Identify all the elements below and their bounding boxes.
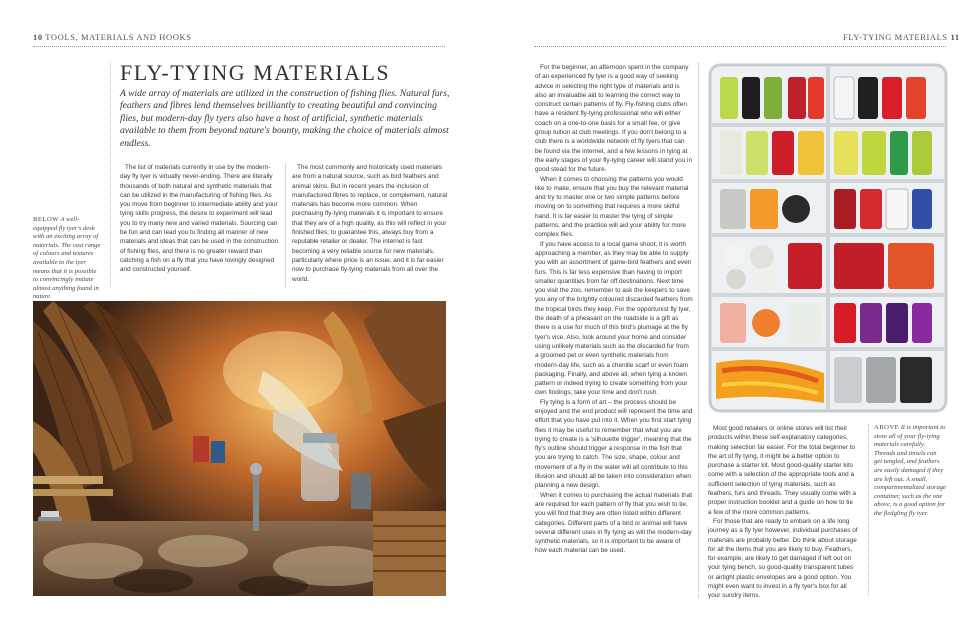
paragraph: When it comes to choosing the patterns you would like to make, ensure that you buy the relevant material and try to master one or two simple patterns before moving on to something that requires a more skilful hand. It is far easier to master the tying of simple patterns, and the practice will aid your ability for more complex flies. <box>535 175 689 239</box>
photo-caption-above <box>874 424 946 519</box>
paragraph: The list of materials currently in use by the modern-day fly tyer is virtually never-ending. There are literally thousands of both natural and synthetic materials that can be utilized in the manufacturing of fishing flies. As you move from beginner to intermediate ability and your tying skills progress, the desire to experiment will lead you to try many new and varied materials. Sourcing can be fun and can lead you to finding all manner of new materials and ideas that can be used in the construction of fishing flies, and there is no greater reward than catching a fish on a fly that you have lovingly designed and constructed yourself. <box>120 164 279 274</box>
fly-tyer-desk-photo <box>33 301 446 596</box>
right-header-rule <box>534 46 946 47</box>
caption-text: A well-equipped fly tyer's desk with an exciting array of materials. The vast range of colours and textures available to the tyer means that it is possible to convincingly imitate almost anything found in nature. <box>33 216 101 301</box>
photo-caption-below <box>33 216 103 302</box>
text-column-3 <box>535 63 693 556</box>
right-running-head-text: FLY-TYING MATERIALS <box>843 32 948 42</box>
text-column-4 <box>708 424 858 601</box>
right-page <box>490 0 980 639</box>
page-title: FLY-TYING MATERIALS <box>120 60 391 85</box>
left-margin-divider <box>110 62 111 287</box>
column-divider <box>698 63 699 598</box>
right-folio: 11 <box>950 32 960 42</box>
right-running-head <box>843 32 960 42</box>
caption-text: It is important to store all of your fly-tying materials carefully. Threads and tinsels can get tangled, and feathers are easily damaged if they are left out. A small, compartmentalized storage container, such as the one above, is a good option for the fledgling fly tyer. <box>874 424 946 517</box>
paragraph: For those that are ready to embark on a life long journey as a fly tyer however, individual purchases of materials are probably better. Do think about storage for all the items that you are likely to buy. Feathers, for example, are likely to get damaged if left out on your tying bench, so good-quality transparent tubes or airtight plastic envelopes are a good option. You might even want to invest in a fly tyer's box for all your sundry items. <box>708 517 858 600</box>
left-header-rule <box>33 46 445 47</box>
paragraph: If you have access to a local game shoot, it is worth approaching a member, as they may be able to supply you with an assortment of game-bird feathers and even furs. This is far less expensive than having to import smaller quantities from far off destinations. Next time you visit the zoo, remember to ask the keepers to save you any of the brightly coloured discarded feathers from the tropical birds they keep. For the opportunist fly tyer, the death of a pheasant on the roadside is a gift as there is a use for much of this bird's plumage at the fly tyer's vice. Also, look around your home and consider using unlikely materials such as the discarded fur from a groomed pet or even synthetic materials from modern-day life, such as a chenille scarf or even foam packaging. Finally, and above all, when tying a known pattern or indeed trying to create something from your own findings, take your time and don't rush. <box>535 240 693 397</box>
paragraph: Most good retailers or online stores will list their products within these self-explanatory categories, making selection far easier. For the total beginner to the art of fly tying, it might be a better option to purchase a starter kit. Most good-quality starter kits come with a selection of the appropriate tools and a sufficient selection of tying materials, such as feathers, furs and threads. They usually come with a proper instruction booklet and a guide on how to tie a few of the more common patterns. <box>708 425 857 516</box>
column-divider <box>285 163 286 288</box>
left-folio: 10 <box>33 32 43 42</box>
thread-box-illustration <box>708 63 948 413</box>
left-running-head-text: TOOLS, MATERIALS AND HOOKS <box>45 32 192 42</box>
paragraph: The most commonly and historically used materials are from a natural source, such as bird feathers and animal skins. But in recent years the inclusion of manufactured fibres to replace, or complement, natural materials has become more common. When purchasing fly-tying materials it is important to ensure that they are of a high quality, as this will reflect in your finished flies; to guarantee this, always buy from a reputable retailer or dealer. The internet is fast becoming a very reliable source for new materials, particularly where price is an issue, and it is far easier now to purchase fly-tying materials from all over the world. <box>292 164 448 283</box>
thread-storage-box-photo <box>708 63 948 413</box>
paragraph: Fly tying is a form of art – the process should be enjoyed and the end product will represent the time and effort that you have put into it. When you first start tying flies it may be useful to remember that what you are trying to create is a 'silhouette trigger', meaning that the fly's outline should trigger a response in the fish that you are trying to catch. The size, shape, colour and movement of a fly in the water will all contribute to this illusion and should all be taken into consideration when planning a new design. <box>535 398 693 490</box>
text-column-1 <box>120 163 280 275</box>
caption-divider <box>868 424 869 596</box>
paragraph: When it comes to purchasing the actual materials that are required for each pattern of fly that you wish to tie, you will find that they are often listed within different categories. Different parts of a bird or animal will have several different uses in fly tying as will the modern-day synthetic materials, so it is important to be aware of how each material can be used. <box>535 491 693 555</box>
desk-photo-illustration <box>33 301 446 596</box>
caption-label: BELOW <box>33 216 59 223</box>
lead-paragraph: A wide array of materials are utilized in the construction of fishing flies. Natural furs, feathers and fibres lend themselves brilliantly to creating beautiful and convincing flies, but modern-day fly tyers also have a host of artificial, synthetic materials available to them from beyond nature's bounty, making the choice of materials almost endless. <box>120 88 450 149</box>
text-column-2 <box>292 163 450 284</box>
caption-label: ABOVE <box>874 424 900 431</box>
left-running-head <box>33 32 192 42</box>
paragraph: For the beginner, an afternoon spent in the company of an experienced fly tyer is a good way of seeking advice in selecting the right type of materials and is also an invaluable aid to learning the correct way to construct certain patterns of fly. Fly-fishing clubs often have a resident fly-tying professional who will either coach on a one-to-one basis for a small fee, or give group tuition at club meetings. If you don't belong to a club there is a worldwide network of fly tyers that can be found via the internet, and a few lessons in tying at the early stages of your fly-tying career will stand you in good stead for the future. <box>535 64 692 174</box>
